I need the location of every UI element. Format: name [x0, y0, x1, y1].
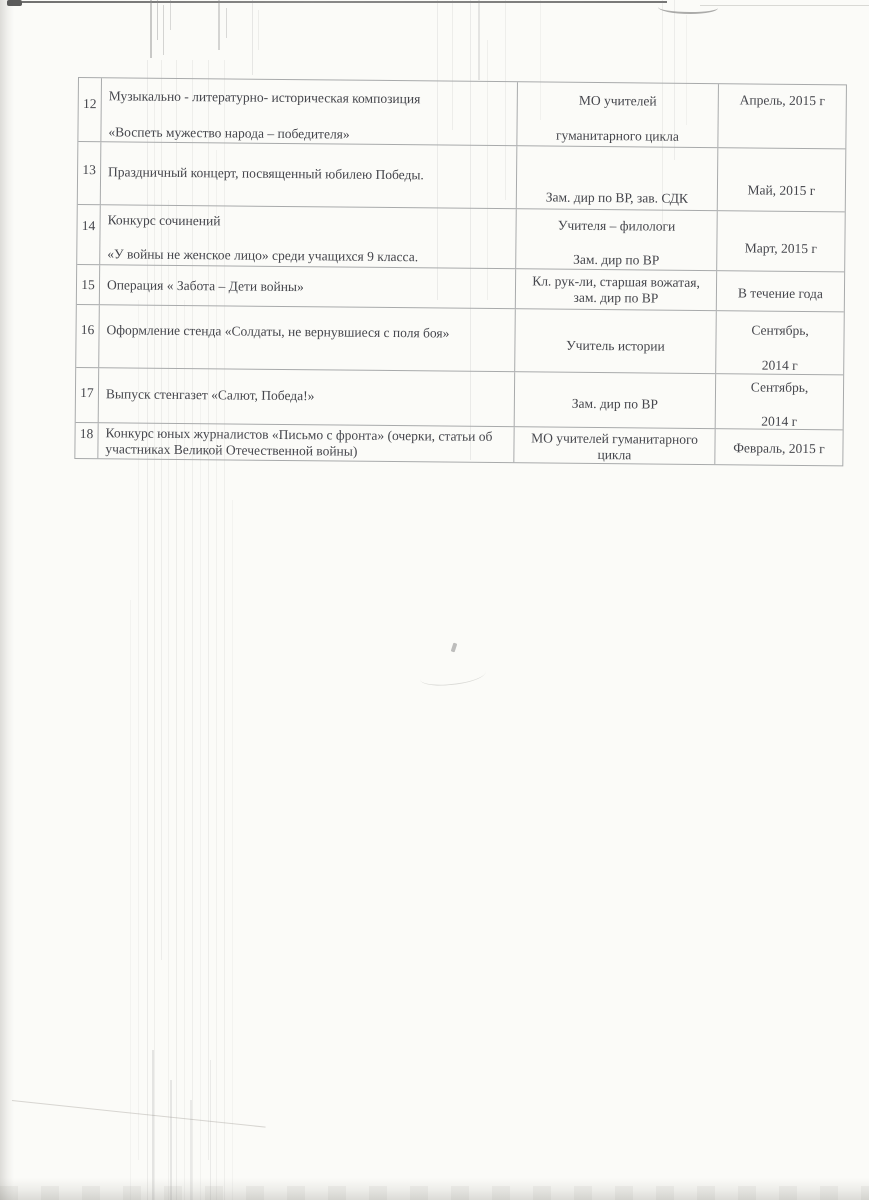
table-row [77, 205, 845, 272]
date-cell [717, 211, 845, 271]
date-cell [716, 311, 844, 374]
activity-text: «У войны не женское лицо» среди учащихся 9 класса. [107, 246, 419, 265]
table-row [78, 142, 846, 212]
page-bottom-edge-shadow [0, 1178, 869, 1200]
activity-cell [101, 142, 518, 208]
scan-top-edge-line-faint [700, 5, 869, 6]
scan-streak [252, 0, 253, 75]
row-number: 16 [76, 305, 100, 367]
row-number: 12 [78, 78, 102, 141]
responsible-text: гуманитарного цикла [555, 127, 679, 144]
activity-text: Оформление стенда «Солдаты, не вернувшиеся с поля боя» [106, 322, 450, 341]
date-text: Март, 2015 г [744, 240, 818, 257]
row-number: 14 [77, 205, 101, 264]
date-cell [718, 84, 846, 148]
activity-text: Выпуск стенгазет «Салют, Победа!» [105, 386, 315, 404]
responsible-text: Зам. дир по ВР [573, 251, 660, 268]
activity-cell [100, 205, 517, 268]
responsible-text: МО учителей [578, 92, 657, 109]
responsible-text: Учитель истории [566, 337, 665, 354]
scan-streak [210, 1060, 211, 1200]
scan-speck [451, 643, 458, 653]
scan-top-edge-line [22, 1, 667, 3]
responsible-cell [517, 82, 719, 147]
responsible-cell [516, 269, 717, 310]
scan-streak [226, 8, 227, 38]
date-text: Май, 2015 г [747, 182, 816, 199]
scan-streak [478, 0, 480, 80]
scan-streak [200, 400, 201, 1200]
scan-faint-curve [419, 664, 486, 688]
date-text: Февраль, 2015 г [733, 440, 825, 457]
scan-streak [130, 600, 131, 1200]
scan-streak [190, 1100, 192, 1200]
row-number: 17 [76, 368, 100, 422]
scan-streak [163, 5, 164, 55]
plan-table [74, 77, 847, 466]
activity-text: Музыкально - литературно- историческая композиция [108, 88, 421, 107]
table-row [78, 78, 846, 149]
responsible-text: Зам. дир по ВР [571, 395, 659, 412]
date-text: В течение года [737, 285, 824, 302]
table-row [76, 368, 843, 430]
scan-streak [218, 0, 220, 50]
date-cell [715, 429, 842, 465]
activity-text: Праздничный концерт, посвященный юбилею Победы. [108, 164, 424, 183]
scan-top-edge-curve [658, 1, 718, 14]
scan-streak [170, 1080, 172, 1200]
table-row [76, 305, 844, 375]
responsible-text: Зам. дир по ВР, зав. СДК [545, 189, 689, 206]
page-bottom-mottling [0, 1186, 869, 1200]
scan-streak [258, 10, 259, 50]
responsible-cell [514, 427, 715, 464]
activity-cell [98, 423, 514, 462]
responsible-text: Учителя – филологи [557, 217, 676, 234]
activity-text: Конкурс сочинений [107, 212, 221, 229]
scan-streak [150, 0, 152, 58]
scan-streak [152, 1050, 154, 1200]
activity-cell [99, 368, 515, 426]
activity-cell [101, 78, 518, 145]
activity-text: «Воспеть мужество народа – победителя» [108, 124, 350, 142]
activity-cell [100, 265, 516, 308]
row-number: 18 [75, 423, 98, 458]
activity-cell [99, 305, 516, 371]
date-text: Сентябрь, [750, 379, 809, 396]
row-number: 15 [77, 265, 100, 304]
page-left-edge-shadow [0, 0, 14, 1200]
scan-top-corner-mark [7, 0, 22, 6]
scan-scratch-line [12, 1100, 266, 1128]
responsible-cell [517, 146, 719, 210]
responsible-text: зам. дир по ВР [573, 289, 659, 306]
table-row [75, 423, 842, 465]
scan-streak [232, 500, 233, 1200]
activity-text: Конкурс юных журналистов «Письмо с фронта» (очерки, статьи об участниках Великой Отечественной войны) [105, 425, 493, 459]
date-text: Апрель, 2015 г [739, 92, 826, 109]
scan-streak [157, 0, 158, 40]
responsible-text: МО учителей гуманитарного цикла [531, 430, 699, 462]
date-cell [718, 148, 846, 211]
responsible-cell [516, 209, 718, 270]
responsible-cell [515, 309, 717, 373]
activity-text: Операция « Забота – Дети войны» [106, 277, 304, 295]
date-cell [716, 374, 844, 429]
date-text: 2014 г [761, 413, 798, 429]
responsible-cell [515, 372, 717, 428]
responsible-text: Кл. рук-ли, старшая вожатая, [532, 273, 700, 290]
date-text: Сентябрь, [751, 322, 809, 339]
date-cell [717, 271, 844, 311]
row-number: 13 [78, 142, 102, 204]
scan-streak [170, 0, 171, 30]
date-text: 2014 г [761, 357, 798, 373]
